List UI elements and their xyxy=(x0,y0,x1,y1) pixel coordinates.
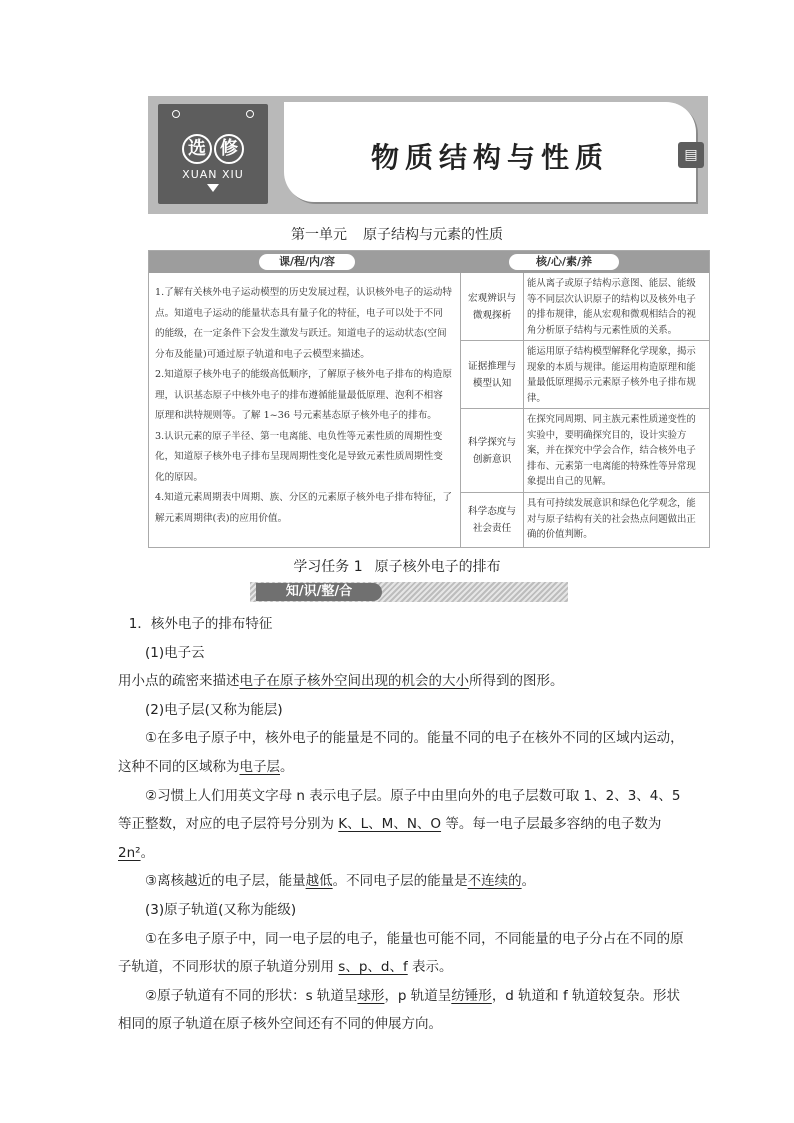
literacy-row xyxy=(461,273,709,341)
course-item-1: 1.了解有关核外电子运动模型的历史发展过程，认识核外电子的运动特点。知道电子运动的能量状态具有量子化的特征，电子可以处于不同的能级，在一定条件下会发生激发与跃迁。知道电子的运动状态(空间分布及能量)可通过原子轨道和电子云模型来描述。 xyxy=(155,287,452,360)
table-header xyxy=(149,251,709,273)
task-title: 原子核外电子的排布 xyxy=(374,559,501,575)
unit-heading xyxy=(0,224,794,244)
badge-char-2: 修 xyxy=(214,134,244,164)
triangle-down-icon xyxy=(207,184,219,192)
badge-subtitle: XUAN XIU xyxy=(182,168,244,181)
course-item-3: 3.认识元素的原子半径、第一电离能、电负性等元素性质的周期性变化，知道原子核外电子排布呈现周期性变化是导致元素性质周期性变化的原因。 xyxy=(155,430,443,483)
paragraph-orbital-2: ②原子轨道有不同的形状：s 轨道呈球形，p 轨道呈纺锤形，d 轨道和 f 轨道较复杂。形状相同的原子轨道在原子核外空间还有不同的伸展方向。 xyxy=(118,987,681,1033)
course-item-4: 4.知道元素周期表中周期、族、分区的元素原子核外电子排布特征，了解元素周期律(表)的应用价值。 xyxy=(155,492,452,524)
course-item-2: 2.知道原子核外电子的能级高低顺序，了解原子核外电子排布的构造原理，认识基态原子中核外电子的排布遵循能量最低原理、泡利不相容原理和洪特规则等。了解 1~36 号元素基态原子核外电子的排布。 xyxy=(155,369,452,421)
paragraph-orbital-1: ①在多电子原子中，同一电子层的电子，能量也可能不同，不同能量的电子分占在不同的原子轨道，不同形状的原子轨道分别用 s、p、d、f 表示。 xyxy=(118,930,684,976)
literacy-row xyxy=(461,341,709,409)
header-core-literacy: 核/心/素/养 xyxy=(509,254,619,270)
pin-right-icon xyxy=(246,110,254,118)
course-literacy-table xyxy=(148,250,710,548)
paragraph-electron-cloud: 用小点的疏密来描述电子在原子核外空间出现的机会的大小所得到的图形。 xyxy=(118,673,564,690)
banner-panel xyxy=(284,102,696,202)
subheading-orbital: (3)原子轨道(又称为能级) xyxy=(145,901,297,918)
literacy-desc: 在探究同周期、同主族元素性质递变性的实验中，要明确探究目的，设计实验方案，并在探究中学会合作，结合核外电子排布、元素第一电离能的特殊性等异常现象提出自己的见解。 xyxy=(527,414,696,488)
xuanxiu-badge xyxy=(158,104,268,204)
lesson-content xyxy=(118,610,684,1039)
subheading-electron-cloud: (1)电子云 xyxy=(145,644,205,661)
paragraph-shell-1: ①在多电子原子中，核外电子的能量是不同的。能量不同的电子在核外不同的区域内运动，这种不同的区域称为电子层。 xyxy=(118,730,684,775)
literacy-label: 科学态度与 社会责任 xyxy=(461,493,524,547)
literacy-desc: 具有可持续发展意识和绿色化学观念，能对与原子结构有关的社会热点问题做出正确的价值判断。 xyxy=(527,498,696,541)
pin-left-icon xyxy=(172,110,180,118)
paragraph-shell-2: ②习惯上人们用英文字母 n 表示电子层。原子中由里向外的电子层数可取 1、2、3、4、5 等正整数，对应的电子层符号分别为 K、L、M、N、O 等。每一电子层最多容纳的电子数为 2n²。 xyxy=(118,787,681,861)
literacy-row xyxy=(461,409,709,493)
section-label: 知/识/整/合 xyxy=(256,583,382,601)
section-bar xyxy=(250,582,568,602)
literacy-label: 科学探究与 创新意识 xyxy=(461,409,524,492)
unit-label: 第一单元 xyxy=(291,227,347,243)
course-content-cell xyxy=(149,273,461,547)
literacy-desc: 能运用原子结构模型解释化学现象，揭示现象的本质与规律。能运用构造原理和能量最低原理揭示元素原子核外电子排布规律。 xyxy=(527,346,696,404)
unit-title: 原子结构与元素的性质 xyxy=(363,227,503,243)
badge-char-1: 选 xyxy=(182,134,212,164)
literacy-desc: 能从离子或原子结构示意图、能层、能级等不同层次认识原子的结构以及核外电子的排布规律，能从宏观和微观相结合的视角分析原子结构与元素性质的关系。 xyxy=(527,278,696,336)
task-heading xyxy=(0,556,794,576)
task-label: 学习任务 1 xyxy=(293,559,363,575)
book-search-icon: ▤ xyxy=(678,142,704,168)
page-title: 物质结构与性质 xyxy=(370,141,609,174)
literacy-row xyxy=(461,493,709,547)
heading-1: 1．核外电子的排布特征 xyxy=(128,616,273,632)
literacy-label: 证据推理与 模型认知 xyxy=(461,341,524,408)
header-course-content: 课/程/内/容 xyxy=(259,254,355,270)
subheading-electron-shell: (2)电子层(又称为能层) xyxy=(145,701,283,718)
paragraph-shell-3: ③离核越近的电子层，能量越低。不同电子层的能量是不连续的。 xyxy=(145,873,536,890)
literacy-label: 宏观辨识与 微观探析 xyxy=(461,273,524,340)
